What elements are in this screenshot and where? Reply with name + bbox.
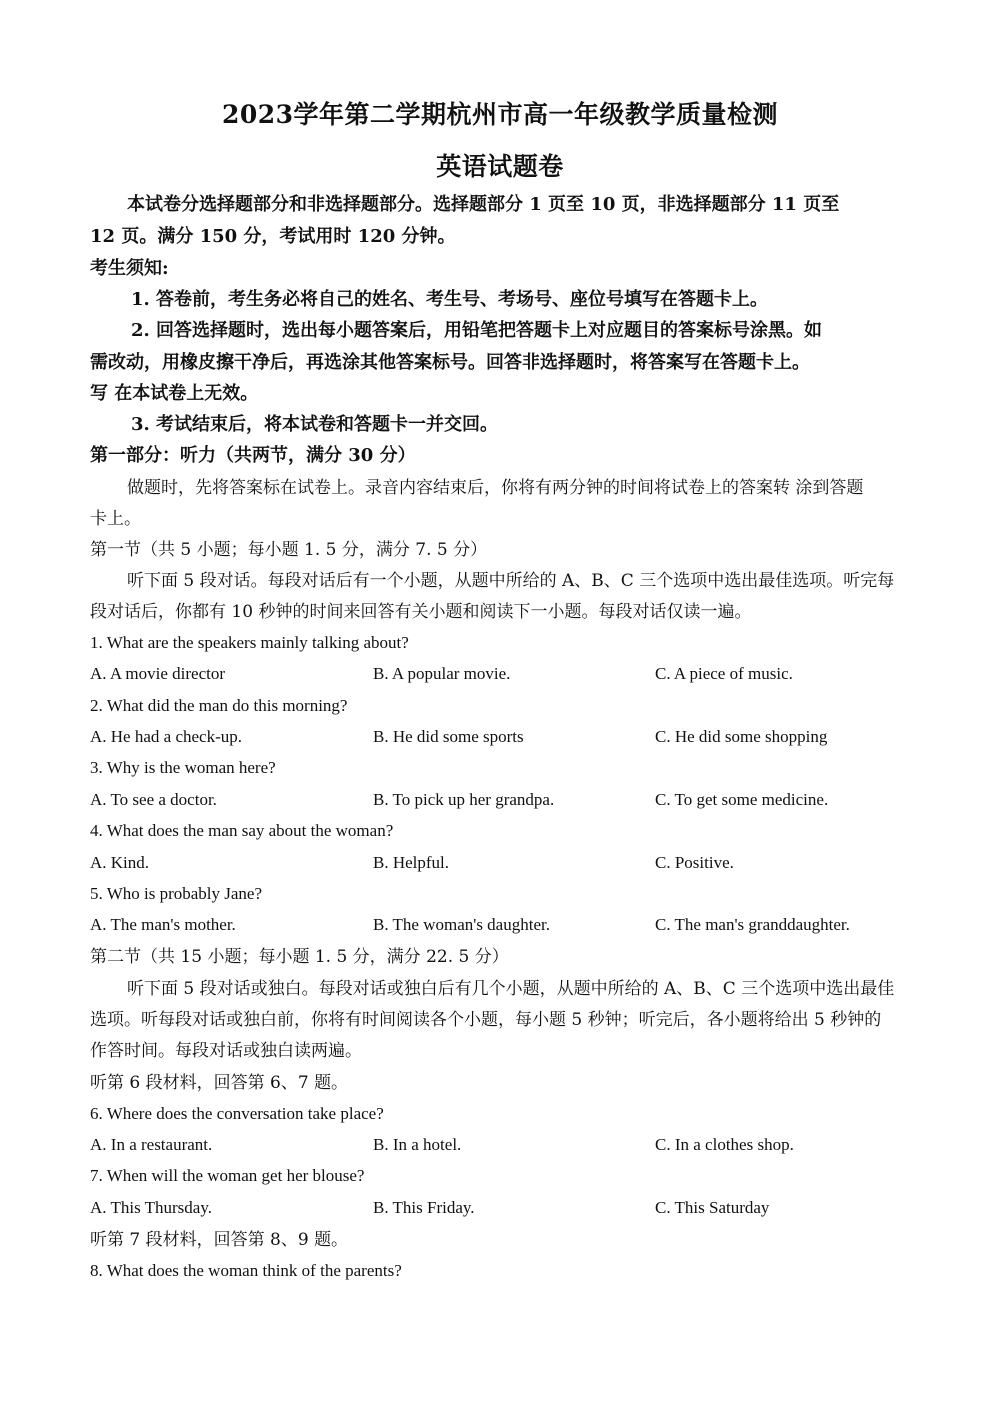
question-7-option-b: B. This Friday. [373,1198,475,1217]
exam-subtitle: 英语试题卷 [436,152,564,181]
intro-line-1: 本试卷分选择题部分和非选择题部分。选择题部分 1 页至 10 页，非选择题部分 11 页至 [127,194,840,215]
part-1-intro-line-1: 做题时，先将答案标在试卷上。录音内容结束后，你将有两分钟的时间将试卷上的答案转 涂到答题 [127,478,864,498]
question-4-option-a: A. Kind. [90,853,150,872]
material-7-note: 听第 7 段材料，回答第 8、9 题。 [90,1230,349,1250]
question-4: 4. What does the man say about the woman? [90,821,394,840]
part-1-heading: 第一部分：听力（共两节，满分 30 分） [90,445,416,466]
question-2: 2. What did the man do this morning? [90,696,348,715]
question-3-option-b: B. To pick up her grandpa. [373,790,555,809]
question-3: 3. Why is the woman here? [90,758,276,777]
notice-heading: 考生须知: [90,258,169,279]
section-1-heading: 第一节（共 5 小题；每小题 1. 5 分，满分 7. 5 分） [90,540,488,560]
notice-item-2-line-3: 写 在本试卷上无效。 [90,383,259,404]
section-2-heading: 第二节（共 15 小题；每小题 1. 5 分，满分 22. 5 分） [90,947,509,967]
question-5-option-b: B. The woman's daughter. [373,915,550,934]
material-6-note: 听第 6 段材料，回答第 6、7 题。 [90,1073,349,1093]
intro-line-2: 12 页。满分 150 分，考试用时 120 分钟。 [90,226,456,247]
question-6-option-b: B. In a hotel. [373,1135,462,1154]
question-1: 1. What are the speakers mainly talking about? [90,633,409,652]
question-2-option-c: C. He did some shopping [655,727,828,746]
notice-item-2-line-1: 2. 回答选择题时，选出每小题答案后，用铅笔把答题卡上对应题目的答案标号涂黑。如 [131,320,823,341]
question-1-option-a: A. A movie director [90,664,226,683]
question-7: 7. When will the woman get her blouse? [90,1166,365,1185]
section-1-instructions-line-2: 段对话后，你都有 10 秒钟的时间来回答有关小题和阅读下一小题。每段对话仅读一遍。 [90,602,752,622]
part-1-intro-line-2: 卡上。 [90,509,141,529]
question-2-option-b: B. He did some sports [373,727,524,746]
question-7-option-a: A. This Thursday. [90,1198,212,1217]
section-2-instructions-line-3: 作答时间。每段对话或独白读两遍。 [90,1041,362,1061]
question-3-option-a: A. To see a doctor. [90,790,217,809]
notice-item-3: 3. 考试结束后，将本试卷和答题卡一并交回。 [131,414,499,435]
question-6: 6. Where does the conversation take place? [90,1104,384,1123]
question-4-option-b: B. Helpful. [373,853,450,872]
notice-item-2-line-2: 需改动，用橡皮擦干净后，再选涂其他答案标号。回答非选择题时，将答案写在答题卡上。 [90,352,810,373]
question-2-option-a: A. He had a check-up. [90,727,242,746]
question-8: 8. What does the woman think of the parents? [90,1261,402,1280]
question-1-option-c: C. A piece of music. [655,664,793,683]
question-7-option-c: C. This Saturday [655,1198,770,1217]
question-4-option-c: C. Positive. [655,853,734,872]
section-1-instructions-line-1: 听下面 5 段对话。每段对话后有一个小题，从题中所给的 A、B、C 三个选项中选出最佳选项。听完每 [127,571,895,591]
question-5: 5. Who is probably Jane? [90,884,263,903]
question-6-option-c: C. In a clothes shop. [655,1135,794,1154]
exam-title: 2023学年第二学期杭州市高一年级教学质量检测 [221,100,779,129]
question-5-option-a: A. The man's mother. [90,915,236,934]
question-1-option-b: B. A popular movie. [373,664,511,683]
question-3-option-c: C. To get some medicine. [655,790,829,809]
notice-item-1: 1. 答卷前，考生务必将自己的姓名、考生号、考场号、座位号填写在答题卡上。 [131,289,769,310]
section-2-instructions-line-1: 听下面 5 段对话或独白。每段对话或独白后有几个小题，从题中所给的 A、B、C 三个选项中选出最佳 [127,979,895,999]
question-6-option-a: A. In a restaurant. [90,1135,213,1154]
section-2-instructions-line-2: 选项。听每段对话或独白前，你将有时间阅读各个小题，每小题 5 秒钟；听完后，各小题将给出 5 秒钟的 [90,1010,882,1030]
question-5-option-c: C. The man's granddaughter. [655,915,850,934]
